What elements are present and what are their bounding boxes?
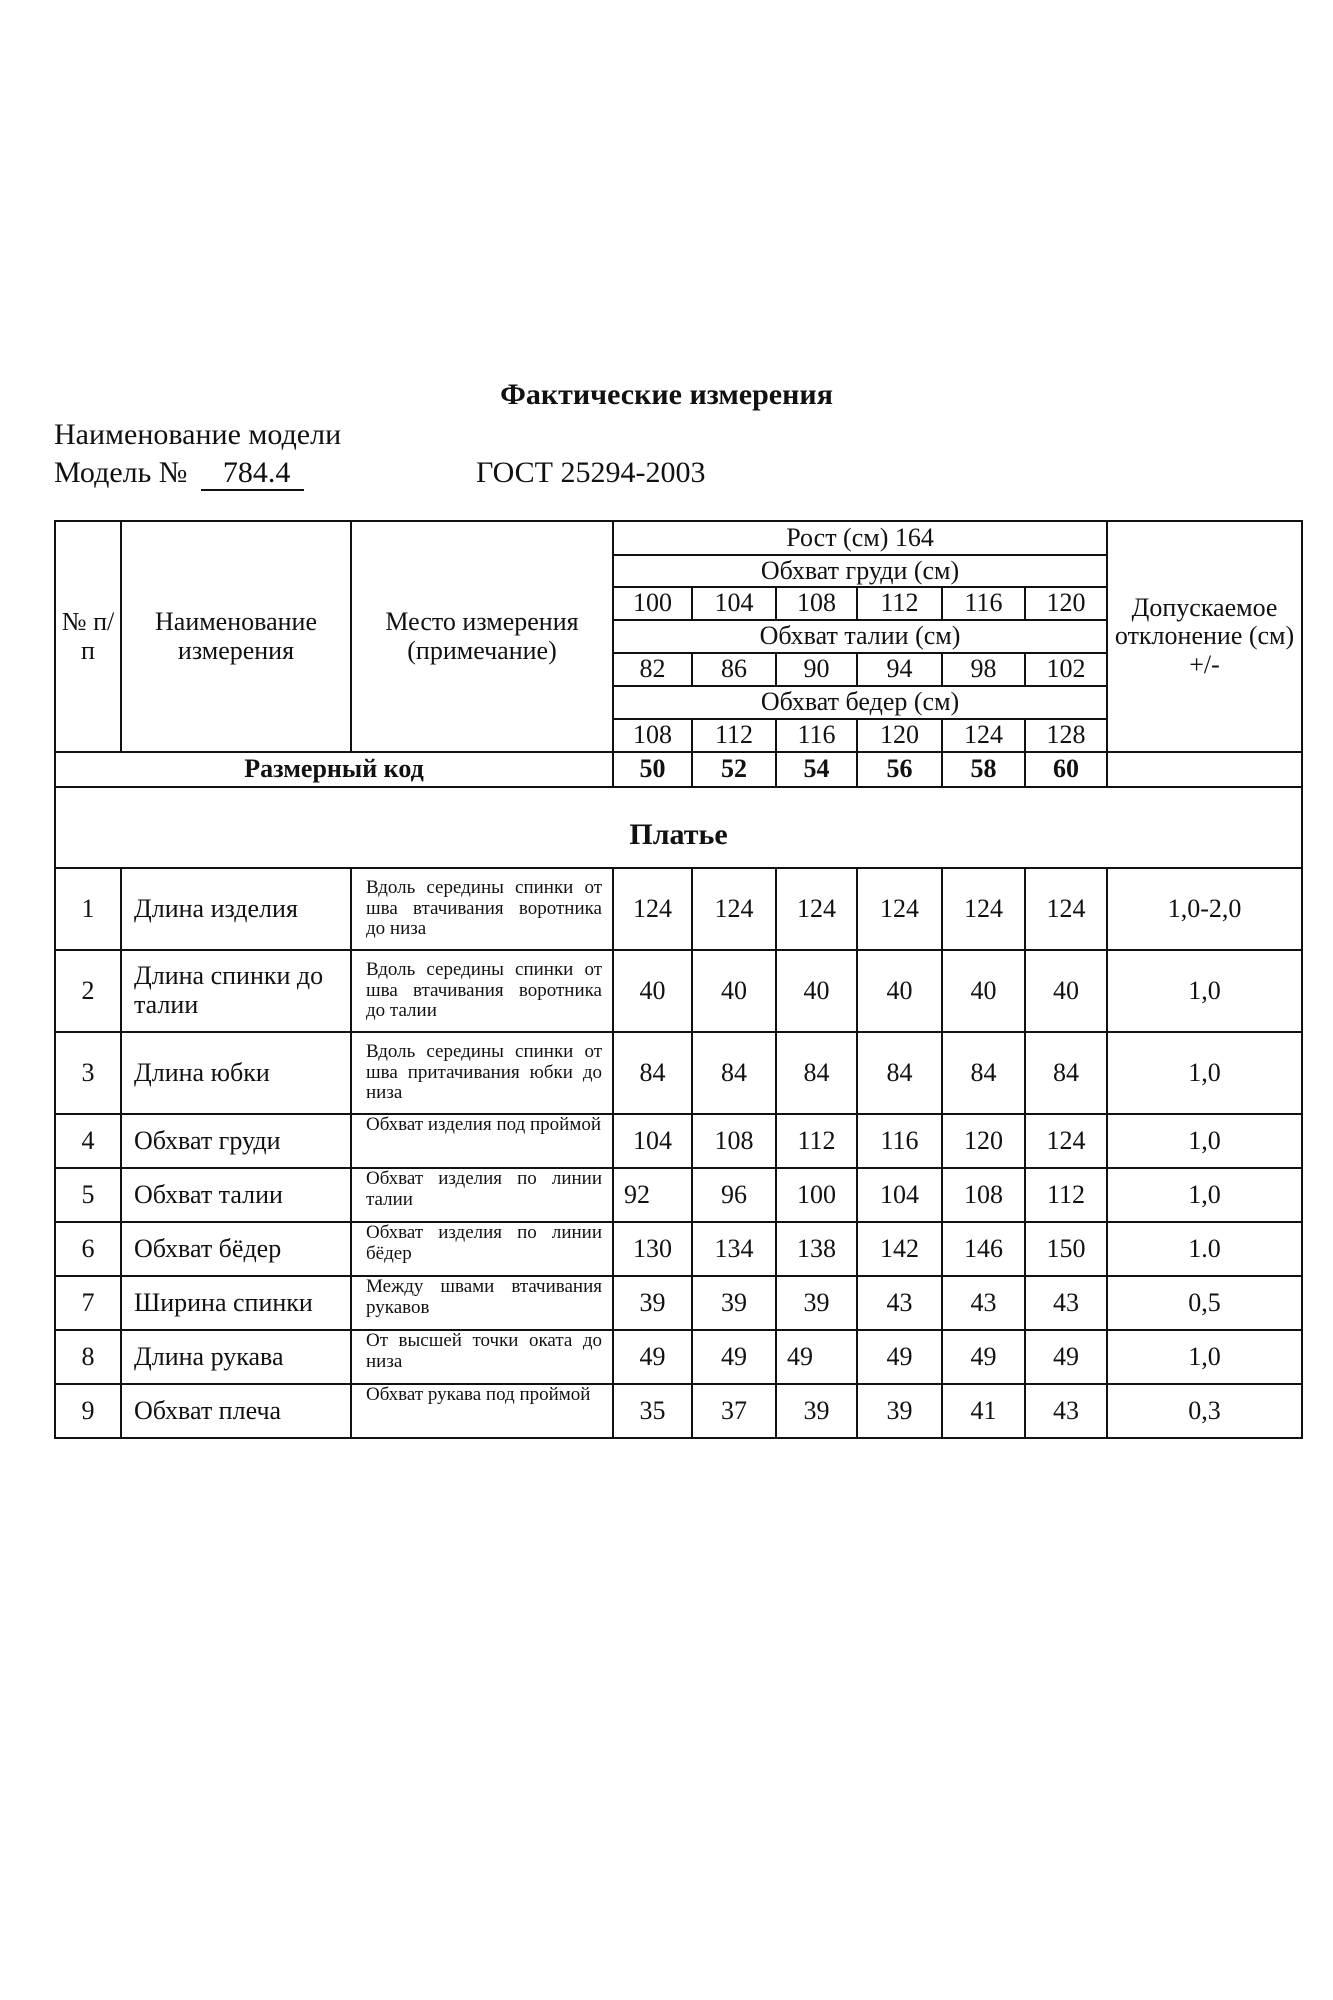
row-value: 49 bbox=[776, 1330, 857, 1384]
row-value: 39 bbox=[692, 1276, 776, 1330]
row-value: 150 bbox=[1025, 1222, 1107, 1276]
row-value: 39 bbox=[857, 1384, 942, 1438]
table-row bbox=[55, 868, 1302, 950]
waist-value: 98 bbox=[942, 653, 1025, 686]
row-tolerance: 1,0 bbox=[1107, 1330, 1302, 1384]
row-measure-name: Обхват бёдер bbox=[121, 1222, 351, 1276]
row-number: 6 bbox=[55, 1222, 121, 1276]
row-value: 43 bbox=[1025, 1384, 1107, 1438]
row-value: 104 bbox=[613, 1114, 692, 1168]
row-value: 112 bbox=[776, 1114, 857, 1168]
header-hips-label: Обхват бедер (см) bbox=[613, 686, 1107, 719]
waist-value: 82 bbox=[613, 653, 692, 686]
waist-value: 102 bbox=[1025, 653, 1107, 686]
hips-value: 124 bbox=[942, 719, 1025, 752]
row-value: 84 bbox=[857, 1032, 942, 1114]
row-measure-name: Обхват плеча bbox=[121, 1384, 351, 1438]
size-code-label: Размерный код bbox=[55, 752, 613, 787]
header-no: № п/п bbox=[55, 521, 121, 752]
hips-value: 112 bbox=[692, 719, 776, 752]
row-value: 84 bbox=[942, 1032, 1025, 1114]
row-value: 124 bbox=[942, 868, 1025, 950]
row-number: 8 bbox=[55, 1330, 121, 1384]
waist-value: 94 bbox=[857, 653, 942, 686]
header-chest-label: Обхват груди (см) bbox=[613, 555, 1107, 587]
row-value: 116 bbox=[857, 1114, 942, 1168]
row-measure-name: Длина рукава bbox=[121, 1330, 351, 1384]
chest-value: 104 bbox=[692, 587, 776, 620]
row-value: 41 bbox=[942, 1384, 1025, 1438]
row-value: 49 bbox=[942, 1330, 1025, 1384]
row-value: 112 bbox=[1025, 1168, 1107, 1222]
row-number: 2 bbox=[55, 950, 121, 1032]
row-value: 43 bbox=[1025, 1276, 1107, 1330]
row-value: 84 bbox=[1025, 1032, 1107, 1114]
size_codes-value: 58 bbox=[942, 752, 1025, 787]
gost-standard: ГОСТ 25294-2003 bbox=[476, 456, 706, 489]
row-value: 40 bbox=[776, 950, 857, 1032]
size_codes-value: 60 bbox=[1025, 752, 1107, 787]
row-value: 40 bbox=[942, 950, 1025, 1032]
hips-value: 128 bbox=[1025, 719, 1107, 752]
row-number: 3 bbox=[55, 1032, 121, 1114]
row-number: 5 bbox=[55, 1168, 121, 1222]
row-number: 7 bbox=[55, 1276, 121, 1330]
row-value: 124 bbox=[776, 868, 857, 950]
chest-value: 120 bbox=[1025, 587, 1107, 620]
row-value: 142 bbox=[857, 1222, 942, 1276]
row-place: Вдоль середины спинки от шва притачивания юбки до низа bbox=[351, 1032, 613, 1114]
waist-value: 90 bbox=[776, 653, 857, 686]
row-value: 40 bbox=[692, 950, 776, 1032]
row-value: 49 bbox=[1025, 1330, 1107, 1384]
size-code-row bbox=[55, 752, 1302, 787]
row-value: 43 bbox=[942, 1276, 1025, 1330]
row-measure-name: Обхват талии bbox=[121, 1168, 351, 1222]
row-value: 49 bbox=[613, 1330, 692, 1384]
row-value: 108 bbox=[692, 1114, 776, 1168]
row-place: Вдоль середины спинки от шва втачивания воротника до талии bbox=[351, 950, 613, 1032]
size_codes-value: 54 bbox=[776, 752, 857, 787]
table-row bbox=[55, 1276, 1302, 1330]
model-line bbox=[54, 456, 706, 491]
row-value: 124 bbox=[857, 868, 942, 950]
row-measure-name: Длина спинки до талии bbox=[121, 950, 351, 1032]
hips-value: 108 bbox=[613, 719, 692, 752]
row-value: 138 bbox=[776, 1222, 857, 1276]
size_codes-value: 52 bbox=[692, 752, 776, 787]
table-row bbox=[55, 1384, 1302, 1438]
row-value: 84 bbox=[776, 1032, 857, 1114]
table-row bbox=[55, 1222, 1302, 1276]
row-value: 49 bbox=[692, 1330, 776, 1384]
row-tolerance: 0,5 bbox=[1107, 1276, 1302, 1330]
row-value: 124 bbox=[1025, 1114, 1107, 1168]
row-value: 39 bbox=[776, 1276, 857, 1330]
chest-value: 108 bbox=[776, 587, 857, 620]
row-value: 84 bbox=[692, 1032, 776, 1114]
row-value: 134 bbox=[692, 1222, 776, 1276]
table-row bbox=[55, 1168, 1302, 1222]
row-value: 124 bbox=[692, 868, 776, 950]
table-row bbox=[55, 1330, 1302, 1384]
row-value: 35 bbox=[613, 1384, 692, 1438]
row-number: 9 bbox=[55, 1384, 121, 1438]
row-value: 108 bbox=[942, 1168, 1025, 1222]
row-place: Обхват рукава под проймой bbox=[351, 1384, 613, 1438]
section-title: Платье bbox=[55, 787, 1302, 868]
row-value: 49 bbox=[857, 1330, 942, 1384]
table-row bbox=[55, 1032, 1302, 1114]
hips-value: 120 bbox=[857, 719, 942, 752]
row-value: 92 bbox=[613, 1168, 692, 1222]
row-value: 100 bbox=[776, 1168, 857, 1222]
chest-value: 112 bbox=[857, 587, 942, 620]
row-tolerance: 1,0 bbox=[1107, 1168, 1302, 1222]
row-place: Обхват изделия по линии бёдер bbox=[351, 1222, 613, 1276]
row-tolerance: 1.0 bbox=[1107, 1222, 1302, 1276]
waist-value: 86 bbox=[692, 653, 776, 686]
size_codes-value: 50 bbox=[613, 752, 692, 787]
row-measure-name: Длина юбки bbox=[121, 1032, 351, 1114]
row-value: 37 bbox=[692, 1384, 776, 1438]
row-number: 4 bbox=[55, 1114, 121, 1168]
row-value: 96 bbox=[692, 1168, 776, 1222]
chest-value: 100 bbox=[613, 587, 692, 620]
row-tolerance: 0,3 bbox=[1107, 1384, 1302, 1438]
model-number: 784.4 bbox=[201, 457, 305, 491]
row-value: 39 bbox=[613, 1276, 692, 1330]
row-place: Вдоль середины спинки от шва втачивания воротника до низа bbox=[351, 868, 613, 950]
row-value: 43 bbox=[857, 1276, 942, 1330]
row-tolerance: 1,0 bbox=[1107, 950, 1302, 1032]
table-row bbox=[55, 950, 1302, 1032]
row-measure-name: Длина изделия bbox=[121, 868, 351, 950]
header-place: Место измерения (примечание) bbox=[351, 521, 613, 752]
size_codes-value: 56 bbox=[857, 752, 942, 787]
row-place: От высшей точки оката до низа bbox=[351, 1330, 613, 1384]
row-place: Обхват изделия под проймой bbox=[351, 1114, 613, 1168]
row-value: 39 bbox=[776, 1384, 857, 1438]
row-value: 84 bbox=[613, 1032, 692, 1114]
row-value: 40 bbox=[1025, 950, 1107, 1032]
row-number: 1 bbox=[55, 868, 121, 950]
row-value: 120 bbox=[942, 1114, 1025, 1168]
row-value: 40 bbox=[613, 950, 692, 1032]
row-value: 146 bbox=[942, 1222, 1025, 1276]
measurements-table bbox=[54, 520, 1303, 1439]
table-row bbox=[55, 1114, 1302, 1168]
hips-value: 116 bbox=[776, 719, 857, 752]
row-place: Между швами втачивания рукавов bbox=[351, 1276, 613, 1330]
row-value: 104 bbox=[857, 1168, 942, 1222]
row-value: 124 bbox=[613, 868, 692, 950]
size-code-tolerance-empty bbox=[1107, 752, 1302, 787]
row-value: 124 bbox=[1025, 868, 1107, 950]
row-place: Обхват изделия по линии талии bbox=[351, 1168, 613, 1222]
row-tolerance: 1,0-2,0 bbox=[1107, 868, 1302, 950]
header-height: Рост (см) 164 bbox=[613, 521, 1107, 555]
model-label: Модель № bbox=[54, 456, 188, 489]
document-title: Фактические измерения bbox=[500, 378, 833, 411]
row-tolerance: 1,0 bbox=[1107, 1032, 1302, 1114]
header-tolerance: Допускаемое отклонение (см) +/- bbox=[1107, 521, 1302, 752]
row-tolerance: 1,0 bbox=[1107, 1114, 1302, 1168]
row-measure-name: Обхват груди bbox=[121, 1114, 351, 1168]
row-value: 40 bbox=[857, 950, 942, 1032]
row-value: 130 bbox=[613, 1222, 692, 1276]
model-name-label: Наименование модели bbox=[54, 418, 342, 451]
header-waist-label: Обхват талии (см) bbox=[613, 620, 1107, 653]
row-measure-name: Ширина спинки bbox=[121, 1276, 351, 1330]
header-measure-name: Наименование измерения bbox=[121, 521, 351, 752]
chest-value: 116 bbox=[942, 587, 1025, 620]
